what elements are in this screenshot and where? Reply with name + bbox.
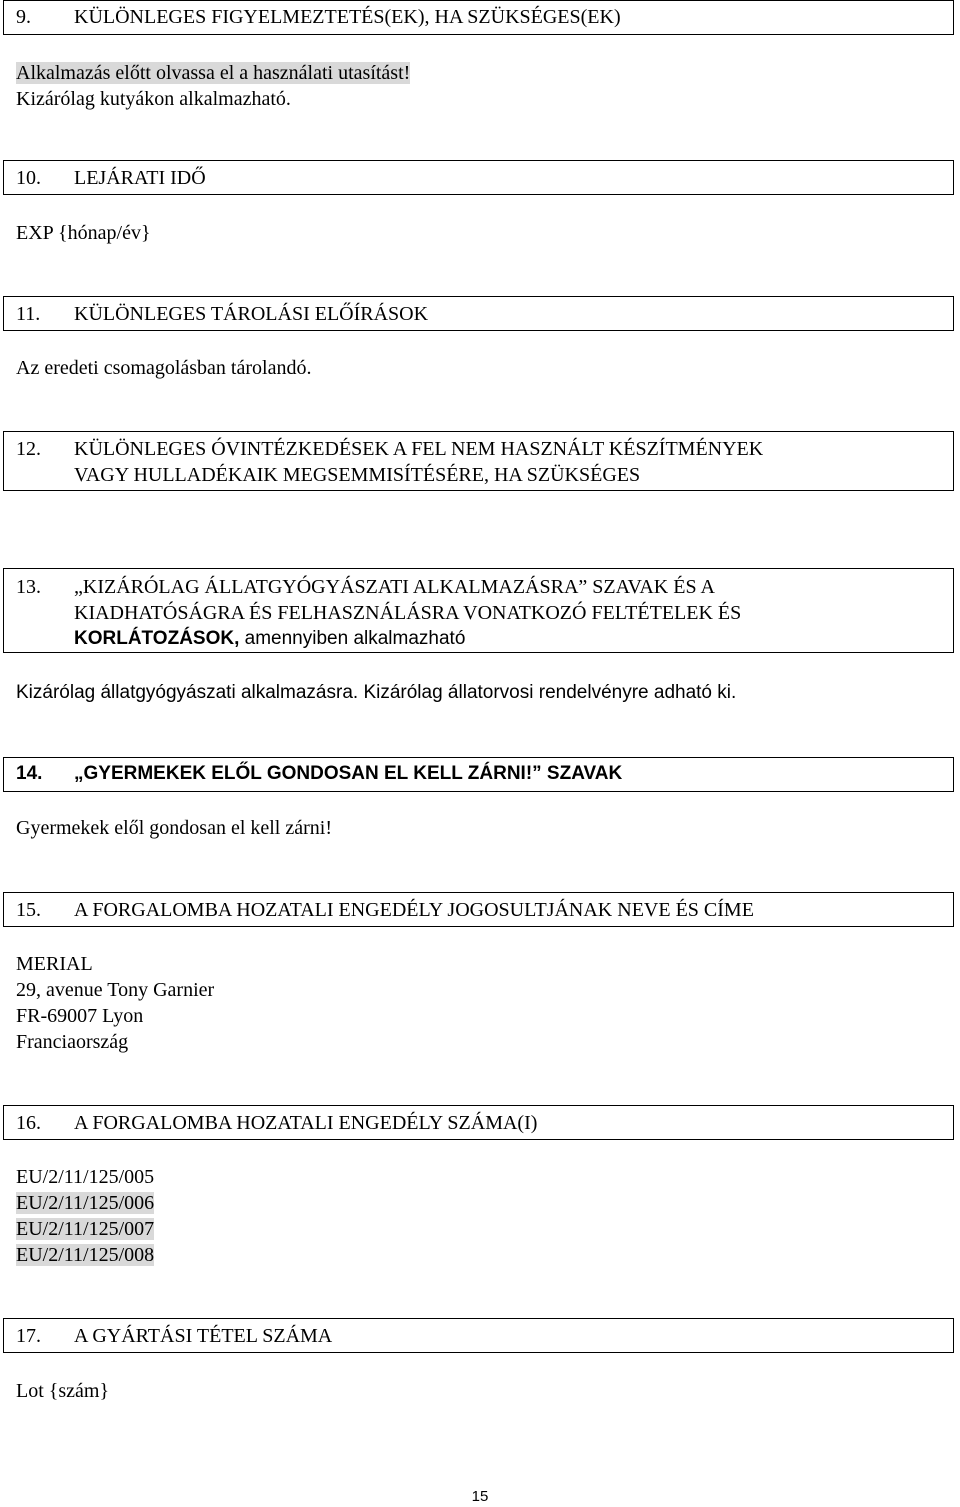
section-title: LEJÁRATI IDŐ <box>74 167 206 189</box>
section-title-rest: SZAVAK <box>541 763 623 784</box>
section-13-body: Kizárólag állatgyógyászati alkalmazásra. Kizárólag állatorvosi rendelvényre adható ki. <box>16 682 737 703</box>
section-number: 9. <box>16 6 31 28</box>
section-title: A FORGALOMBA HOZATALI ENGEDÉLY SZÁMA(I) <box>74 1112 538 1134</box>
authorisation-number-highlighted: EU/2/11/125/006 <box>16 1192 155 1214</box>
section-17-body: Lot {szám} <box>16 1380 110 1402</box>
section-title-rest: amennyiben alkalmazható <box>239 628 466 649</box>
section-title-line-2: VAGY HULLADÉKAIK MEGSEMMISÍTÉSÉRE, HA SZÜKSÉGES <box>74 464 641 486</box>
section-title-line-1: „KIZÁRÓLAG ÁLLATGYÓGYÁSZATI ALKALMAZÁSRA” SZAVAK ÉS A <box>74 576 715 598</box>
page-number: 15 <box>471 1488 489 1505</box>
section-number: 11. <box>16 303 41 325</box>
section-16-body <box>16 1164 154 1268</box>
section-title: KÜLÖNLEGES TÁROLÁSI ELŐÍRÁSOK <box>74 303 429 325</box>
section-number: 17. <box>16 1325 41 1347</box>
section-title-bold: „GYERMEKEK ELŐL GONDOSAN EL KELL ZÁRNI!” <box>74 763 542 784</box>
section-number: 15. <box>16 899 41 921</box>
section-title <box>74 761 622 787</box>
section-title: A GYÁRTÁSI TÉTEL SZÁMA <box>74 1325 333 1347</box>
address-line: Franciaország <box>16 1031 129 1053</box>
section-11-body: Az eredeti csomagolásban tárolandó. <box>16 357 312 379</box>
authorisation-number-highlighted: EU/2/11/125/008 <box>16 1244 155 1266</box>
section-15-body <box>16 951 214 1055</box>
section-number: 12. <box>16 438 41 460</box>
section-title-line-3 <box>74 626 465 652</box>
section-number: 10. <box>16 167 41 189</box>
section-14-body: Gyermekek elől gondosan el kell zárni! <box>16 817 332 839</box>
section-number: 14. <box>16 763 43 784</box>
section-10-body: EXP {hónap/év} <box>16 222 151 244</box>
body-line: Kizárólag kutyákon alkalmazható. <box>16 88 291 110</box>
section-title: A FORGALOMBA HOZATALI ENGEDÉLY JOGOSULTJÁNAK NEVE ÉS CÍME <box>74 899 754 921</box>
address-line: FR-69007 Lyon <box>16 1005 144 1027</box>
section-9-body <box>16 60 410 112</box>
section-number: 16. <box>16 1112 41 1134</box>
section-title-line-2: KIADHATÓSÁGRA ÉS FELHASZNÁLÁSRA VONATKOZÓ FELTÉTELEK ÉS <box>74 602 742 624</box>
address-line: 29, avenue Tony Garnier <box>16 979 215 1001</box>
section-title-bold: KORLÁTOZÁSOK, <box>74 628 240 649</box>
address-line: MERIAL <box>16 953 93 975</box>
authorisation-number-highlighted: EU/2/11/125/007 <box>16 1218 155 1240</box>
section-number: 13. <box>16 576 41 598</box>
highlighted-text: Alkalmazás előtt olvassa el a használati utasítást! <box>16 62 411 84</box>
section-title: KÜLÖNLEGES FIGYELMEZTETÉS(EK), HA SZÜKSÉGES(EK) <box>74 6 621 28</box>
section-title-line-1: KÜLÖNLEGES ÓVINTÉZKEDÉSEK A FEL NEM HASZNÁLT KÉSZÍTMÉNYEK <box>74 438 764 460</box>
authorisation-number: EU/2/11/125/005 <box>16 1166 155 1188</box>
